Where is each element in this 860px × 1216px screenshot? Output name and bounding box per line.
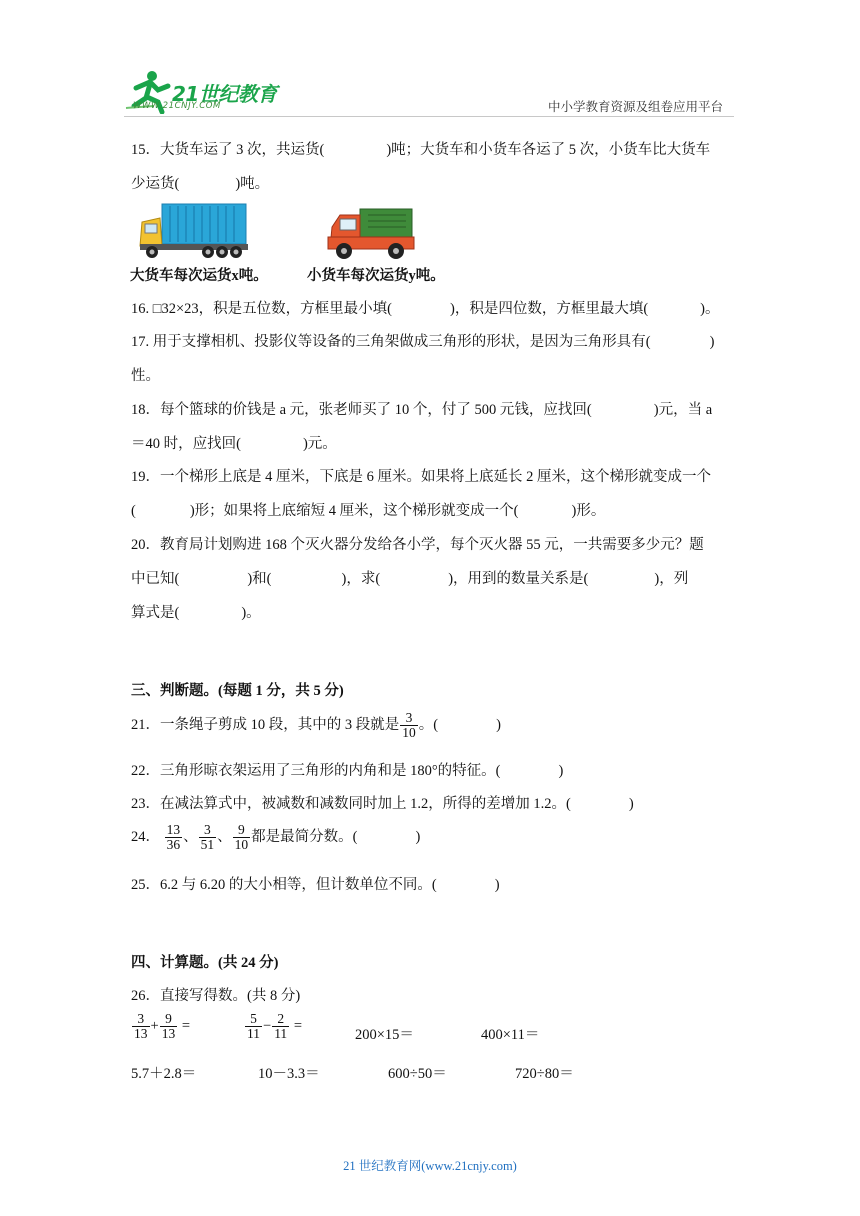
logo-url: WWW.21CNJY.COM <box>133 101 221 111</box>
operator: − <box>263 1018 272 1034</box>
q24-text-c: ) <box>415 829 421 845</box>
fraction-denominator: 11 <box>274 1026 288 1042</box>
q15-text-b: )吨；大货车和小货车各运了 5 次，小货车比大货车 <box>386 142 711 158</box>
question-22 <box>131 759 563 780</box>
q18-text-b: )元，当 a <box>653 402 713 418</box>
q18-text-a: 18．每个篮球的价钱是 a 元，张老师买了 10 个，付了 500 元钱，应找回( <box>131 402 592 418</box>
calc-item-6: 10－3.3＝ <box>258 1066 320 1082</box>
q20-text-c2: )。 <box>241 605 261 621</box>
fraction <box>160 1012 178 1041</box>
q21-text-a: 21．一条绳子剪成 10 段，其中的 3 段就是 <box>131 717 400 733</box>
fraction-denominator: 10 <box>234 837 249 853</box>
q24-text-a: 24． <box>131 829 160 845</box>
calc-item-1 <box>131 1012 190 1041</box>
question-18-line-2 <box>131 432 337 453</box>
small-truck-icon <box>324 205 416 263</box>
question-19-line-1: 19．一个梯形上底是 4 厘米，下底是 6 厘米。如果将上底延长 2 厘米，这个梯形就变成一个 <box>131 469 711 485</box>
big-truck-image <box>136 200 250 269</box>
q20-text-b3: )，求( <box>341 571 381 587</box>
question-24 <box>131 823 420 852</box>
q18-text-d: )元。 <box>302 436 337 452</box>
question-16 <box>131 297 720 318</box>
section-3-title: 三、判断题。(每题 1 分，共 5 分) <box>131 683 344 699</box>
big-truck-caption: 大货车每次运货x吨。 <box>130 268 268 284</box>
question-18-line-1 <box>131 398 712 419</box>
q20-text-b4: )，用到的数量关系是( <box>448 571 589 587</box>
fraction-denominator: 51 <box>200 837 215 853</box>
q25-text-a: 25．6.2 与 6.20 的大小相等，但计数单位不同。( <box>131 877 437 893</box>
q20-text-c1: 算式是( <box>131 605 180 621</box>
fraction <box>165 823 183 852</box>
fraction-numerator: 2 <box>272 1012 289 1027</box>
fraction-denominator: 36 <box>166 837 181 853</box>
question-15-line-1 <box>131 138 710 159</box>
q19-text-d: )形。 <box>571 503 606 519</box>
fraction <box>245 1012 262 1041</box>
fraction-numerator: 13 <box>166 822 181 837</box>
calc-item-8: 720÷80＝ <box>515 1066 574 1082</box>
fraction <box>199 823 217 852</box>
q21-text-b: 。( <box>418 717 439 733</box>
fraction <box>272 1012 289 1041</box>
q20-text-b2: )和( <box>247 571 272 587</box>
question-21 <box>131 711 501 740</box>
fraction-denominator: 13 <box>161 1026 176 1042</box>
big-truck-icon <box>136 200 250 264</box>
fraction-numerator: 9 <box>233 823 251 838</box>
section-4-title: 四、计算题。(共 24 分) <box>131 955 279 971</box>
equals-sign: = <box>181 1018 190 1034</box>
q18-text-c: ＝40 时，应找回( <box>131 436 241 452</box>
q20-text-b5: )，列 <box>654 571 689 587</box>
operator: + <box>150 1018 159 1034</box>
calc-item-7: 600÷50＝ <box>388 1066 447 1082</box>
fraction <box>233 823 251 852</box>
q22-text-b: ) <box>558 763 564 779</box>
q17-text-a: 17. 用于支撑相机、投影仪等设备的三角架做成三角形的形状，是因为三角形具有( <box>131 334 651 350</box>
question-15-line-2 <box>131 172 269 193</box>
calc-item-5: 5.7＋2.8＝ <box>131 1066 197 1082</box>
fraction-numerator: 9 <box>160 1012 178 1027</box>
question-20-line-1: 20．教育局计划购进 168 个灭火器分发给各小学，每个灭火器 55 元，一共需要多少元？题 <box>131 537 704 553</box>
fraction-numerator: 3 <box>199 823 217 838</box>
calc-item-2 <box>244 1012 302 1041</box>
q15-text-c: 少运货( <box>131 176 180 192</box>
calc-item-3: 200×15＝ <box>355 1027 414 1043</box>
question-20-line-2 <box>131 567 688 588</box>
q19-text-c: )形；如果将上底缩短 4 厘米，这个梯形就变成一个( <box>189 503 519 519</box>
question-17-line-2: 性。 <box>131 368 160 384</box>
question-19-line-2 <box>131 499 605 520</box>
footer-link[interactable]: 21 世纪教育网(www.21cnjy.com) <box>343 1159 517 1173</box>
fraction-denominator: 13 <box>134 1026 148 1042</box>
small-truck-image <box>324 205 416 268</box>
header-platform-text: 中小学教育资源及组卷应用平台 <box>548 100 724 114</box>
q23-text-b: ) <box>628 796 634 812</box>
question-26: 26．直接写得数。(共 8 分) <box>131 988 301 1004</box>
q16-text-c: )。 <box>700 301 720 317</box>
q19-text-b: ( <box>131 503 136 519</box>
q25-text-b: ) <box>494 877 500 893</box>
fraction-numerator: 3 <box>400 711 418 726</box>
q15-text-d: )吨。 <box>235 176 270 192</box>
fraction-denominator: 10 <box>402 725 416 741</box>
logo-text: 21世纪教育 <box>172 82 277 106</box>
q20-text-b1: 中已知( <box>131 571 180 587</box>
fraction <box>400 711 418 740</box>
q16-text-b: )，积是四位数，方框里最大填( <box>450 301 649 317</box>
q15-text-a: 15．大货车运了 3 次，共运货( <box>131 142 325 158</box>
q17-text-b: ) <box>709 334 715 350</box>
question-20-line-3 <box>131 601 261 622</box>
q16-text-a: 16. □32×23，积是五位数，方框里最小填( <box>131 301 393 317</box>
q21-text-c: ) <box>496 717 501 733</box>
q24-text-b: 都是最简分数。( <box>251 829 358 845</box>
q22-text-a: 22．三角形晾衣架运用了三角形的内角和是 180°的特征。( <box>131 763 501 779</box>
fraction-numerator: 3 <box>132 1012 150 1027</box>
q23-text-a: 23．在减法算式中，被减数和减数同时加上 1.2，所得的差增加 1.2。( <box>131 796 571 812</box>
question-17-line-1 <box>131 330 714 351</box>
separator: 、 <box>217 829 232 845</box>
calc-item-4: 400×11＝ <box>481 1027 540 1043</box>
fraction <box>132 1012 150 1041</box>
question-25 <box>131 873 500 894</box>
equals-sign: = <box>293 1018 302 1034</box>
header-divider <box>124 116 734 117</box>
fraction-numerator: 5 <box>245 1012 262 1027</box>
fraction-denominator: 11 <box>247 1026 260 1042</box>
separator: 、 <box>183 829 198 845</box>
question-23 <box>131 792 634 813</box>
small-truck-caption: 小货车每次运货y吨。 <box>307 268 445 284</box>
